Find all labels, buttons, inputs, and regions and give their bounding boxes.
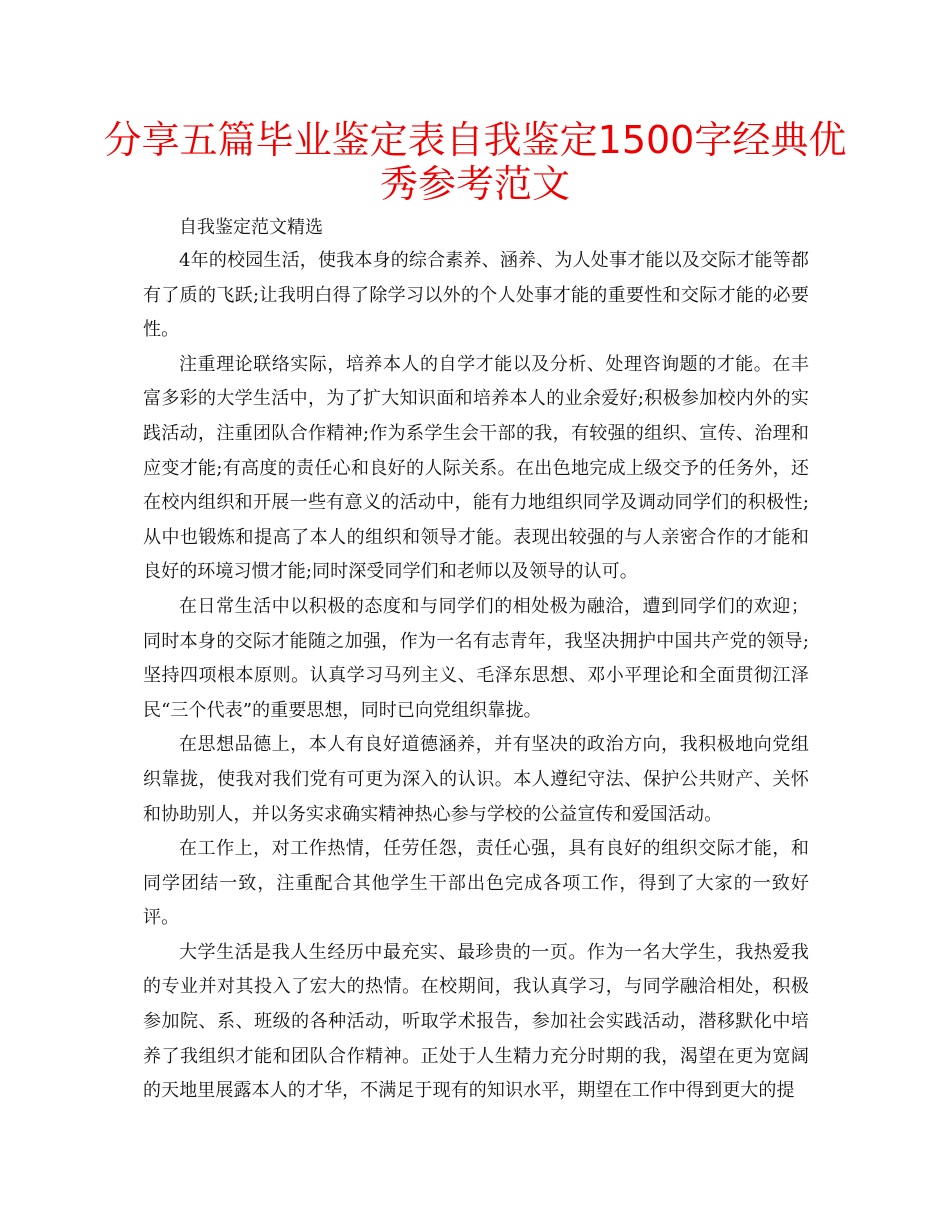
document-subheading: 自我鉴定范文精选: [179, 217, 323, 238]
paragraph: 在日常生活中以积极的态度和与同学们的相处极为融洽，遭到同学们的欢迎；同时本身的交际才能随之加强，作为一名有志青年，我坚决拥护中国共产党的领导;坚持四项根本原则。认真学习马列主义、毛泽东思想、邓小平理论和全面贯彻江泽民“三个代表”的重要思想，同时已向党组织靠拢。: [143, 595, 809, 721]
paragraph: 在思想品德上，本人有良好道德涵养，并有坚决的政治方向，我积极地向党组织靠拢，使我对我们党有可更为深入的认识。本人遵纪守法、保护公共财产、关怀和协助别人，并以务实求确实精神热心参与学校的公益宣传和爱国活动。: [143, 734, 809, 825]
document-title: 分享五篇毕业鉴定表自我鉴定1500字经典优秀参考范文: [103, 118, 847, 206]
paragraph: 4年的校园生活，使我本身的综合素养、涵养、为人处事才能以及交际才能等都有了质的飞跃;让我明白得了除学习以外的个人处事才能的重要性和交际才能的必要性。: [143, 250, 809, 341]
paragraph: 注重理论联络实际，培养本人的自学才能以及分析、处理咨询题的才能。在丰富多彩的大学生活中，为了扩大知识面和培养本人的业余爱好;积极参加校内外的实践活动，注重团队合作精神;作为系学生会干部的我，有较强的组织、宣传、治理和应变才能;有高度的责任心和良好的人际关系。在出色地完成上级交予的任务外，还在校内组织和开展一些有意义的活动中，能有力地组织同学及调动同学们的积极性;从中也锻炼和提高了本人的组织和领导才能。表现出较强的与人亲密合作的才能和良好的环境习惯才能;同时深受同学们和老师以及领导的认可。: [143, 353, 809, 583]
paragraph: 在工作上，对工作热情，任劳任怨，责任心强，具有良好的组织交际才能，和同学团结一致，注重配合其他学生干部出色完成各项工作，得到了大家的一致好评。: [143, 838, 809, 929]
paragraph: 大学生活是我人生经历中最充实、最珍贵的一页。作为一名大学生，我热爱我的专业并对其投入了宏大的热情。在校期间，我认真学习，与同学融洽相处，积极参加院、系、班级的各种活动，听取学术报告，参加社会实践活动，潜移默化中培养了我组织才能和团队合作精神。正处于人生精力充分时期的我，渴望在更为宽阔的天地里展露本人的才华，不满足于现有的知识水平，期望在工作中得到更大的提: [143, 941, 809, 1102]
document-body: [143, 212, 809, 1109]
